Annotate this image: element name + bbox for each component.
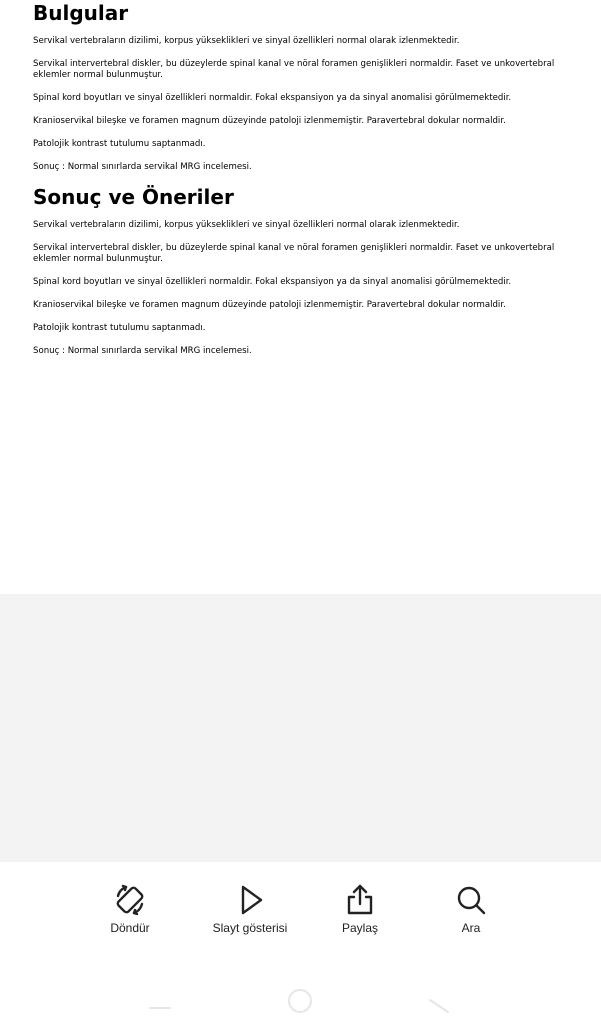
slideshow-button[interactable] [195,882,305,942]
recent-apps-button[interactable] [140,984,180,1014]
share-icon [305,882,415,918]
conclusion-line: Sonuç : Normal sınırlarda servikal MRG incelemesi. [33,346,252,356]
share-button[interactable] [305,882,415,942]
conclusion-line: Sonuç : Normal sınırlarda servikal MRG incelemesi. [33,162,252,172]
section-heading-sonuc-ve-oneriler: Sonuç ve Öneriler [33,185,234,209]
paragraph: Spinal kord boyutları ve sinyal özellikleri normaldir. Fokal ekspansiyon ya da sinyal anomalisi görülmemektedir. [33,277,512,287]
bottom-toolbar [0,862,601,972]
paragraph: Servikal vertebraların dizilimi, korpus yükseklikleri ve sinyal özellikleri normal olarak izlenmektedir. [33,220,460,230]
paragraph: Patolojik kontrast tutulumu saptanmadı. [33,139,206,149]
share-label: Paylaş [341,921,379,935]
back-button[interactable] [420,984,460,1014]
viewer-background [0,594,601,862]
slideshow-label: Slayt gösterisi [212,921,288,935]
paragraph: Servikal intervertebral diskler, bu düzeylerde spinal kanal ve nöral foramen genişlikleri normaldir. Faset ve unkovertebral eklemler normal bulunmuştur. [33,243,555,264]
recent-apps-icon [140,984,180,1014]
paragraph: Kranioservikal bileşke ve foramen magnum düzeyinde patoloji izlenmemiştir. Paravertebral dokular normaldir. [33,116,506,126]
paragraph: Kranioservikal bileşke ve foramen magnum düzeyinde patoloji izlenmemiştir. Paravertebral dokular normaldir. [33,300,506,310]
rotate-button[interactable] [75,882,185,942]
home-button[interactable] [280,984,320,1014]
search-button[interactable] [416,882,526,942]
rotate-label: Döndür [110,921,150,935]
paragraph: Servikal intervertebral diskler, bu düzeylerde spinal kanal ve nöral foramen genişlikleri normaldir. Faset ve unkovertebral eklemler normal bulunmuştur. [33,59,555,80]
paragraph: Servikal vertebraların dizilimi, korpus yükseklikleri ve sinyal özellikleri normal olarak izlenmektedir. [33,36,460,46]
rotate-icon [75,882,185,918]
paragraph: Patolojik kontrast tutulumu saptanmadı. [33,323,206,333]
search-label: Ara [461,921,481,935]
system-navigation-bar [0,972,601,1024]
search-icon [416,882,526,918]
play-icon [195,882,305,918]
section-heading-bulgular: Bulgular [33,1,129,25]
home-icon [280,984,320,1014]
paragraph: Spinal kord boyutları ve sinyal özellikleri normaldir. Fokal ekspansiyon ya da sinyal anomalisi görülmemektedir. [33,93,512,103]
back-icon [420,984,460,1014]
